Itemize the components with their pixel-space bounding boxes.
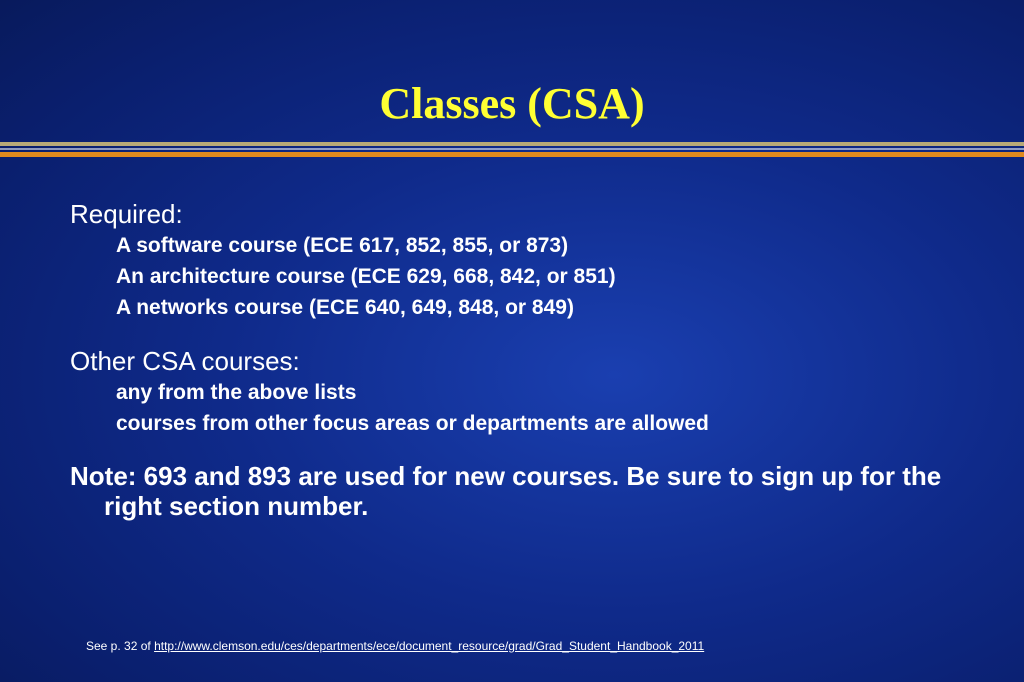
divider-line-top xyxy=(0,142,1024,146)
other-item: any from the above lists xyxy=(116,381,357,404)
other-heading: Other CSA courses: xyxy=(70,346,300,376)
slide-title: Classes (CSA) xyxy=(379,79,645,128)
slide-body xyxy=(70,198,970,547)
required-item: An architecture course (ECE 629, 668, 842, or 851) xyxy=(116,265,616,288)
footer-reference xyxy=(86,639,704,653)
required-heading: Required: xyxy=(70,199,183,229)
footer-prefix: See p. 32 of xyxy=(86,639,155,653)
required-item: A software course (ECE 617, 852, 855, or 873) xyxy=(116,234,569,257)
required-item: A networks course (ECE 640, 649, 848, or 849) xyxy=(116,296,574,319)
note-text: Note: 693 and 893 are used for new courses. Be sure to sign up for the right section number. xyxy=(70,461,942,521)
divider-line-middle xyxy=(0,148,1024,150)
handbook-link[interactable]: http://www.clemson.edu/ces/departments/ece/document_resource/grad/Grad_Student_Handbook_2011 xyxy=(154,639,705,653)
other-section xyxy=(70,345,970,439)
divider-line-bottom xyxy=(0,152,1024,157)
other-item: courses from other focus areas or departments are allowed xyxy=(116,412,709,435)
title-divider xyxy=(0,142,1024,158)
